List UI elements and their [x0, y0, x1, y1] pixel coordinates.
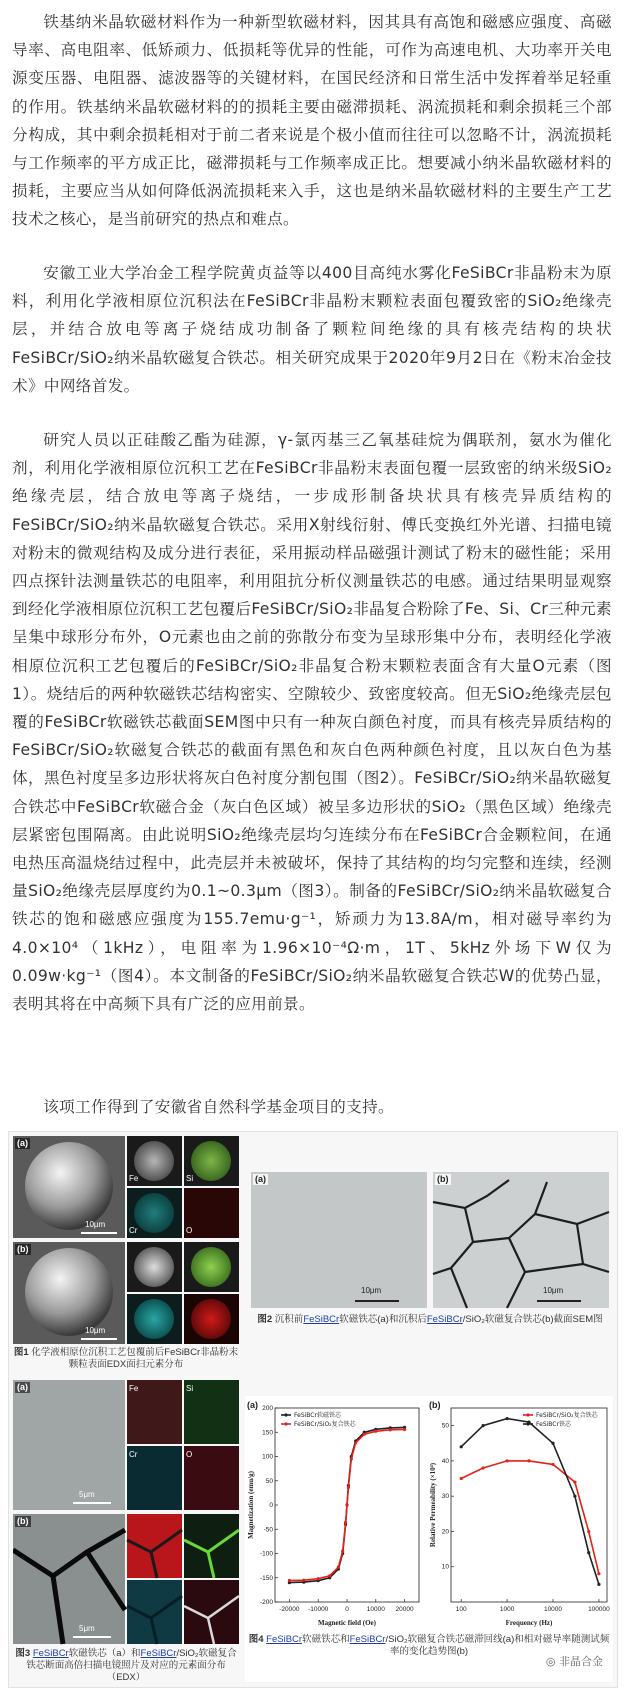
figure-3-label-a: (a): [17, 1382, 28, 1392]
data-point: [363, 1433, 366, 1436]
y-tick-label: 10: [441, 1563, 449, 1571]
figure-3-element-fe: Fe: [129, 1384, 139, 1393]
y-tick-label: 50: [441, 1422, 449, 1430]
data-point: [302, 1579, 305, 1582]
data-point: [288, 1579, 291, 1582]
figure-3-caption-number: 图3: [15, 1648, 31, 1659]
figure-2-caption-link-2: FeSiBCr: [426, 1314, 463, 1325]
y-tick-label: -50: [263, 1526, 273, 1534]
data-point: [354, 1441, 357, 1444]
legend-label: FeSiBCr铁芯: [536, 1421, 571, 1428]
figure-3-element-o: O: [186, 1450, 193, 1459]
x-tick-label: 100: [455, 1606, 467, 1613]
figure-3-caption: [13, 1648, 239, 1684]
figure-4-permeability-chart: [427, 1398, 613, 1628]
data-point: [341, 1549, 344, 1552]
data-point: [551, 1463, 554, 1466]
y-tick-label: -100: [259, 1550, 273, 1558]
figure-3-sem-edx: [13, 1380, 239, 1646]
figure-3-caption-link-1: FeSiBCr: [32, 1648, 69, 1659]
figure-1: [13, 1136, 239, 1374]
figure-3-scale-bar: [73, 1502, 111, 1504]
panel-label: (b): [429, 1400, 441, 1410]
data-point: [345, 1503, 348, 1506]
figure-2-caption-post: /SiO₂软磁复合铁芯(b)截面SEM图: [462, 1314, 603, 1325]
legend-marker: [284, 1413, 287, 1416]
figure-3-element-cr: Cr: [129, 1450, 138, 1459]
figure-1-edx-maps: [13, 1136, 239, 1346]
figure-2: [247, 1172, 613, 1346]
watermark: [546, 1653, 603, 1669]
data-point: [347, 1486, 350, 1489]
figure-1-element-cr: Cr: [129, 1226, 138, 1235]
data-point: [481, 1424, 484, 1427]
figure-4-hysteresis-chart: [245, 1398, 425, 1628]
x-tick-label: 1000: [499, 1606, 515, 1613]
data-point: [374, 1430, 377, 1433]
figure-3-caption-mid: 软磁铁芯（a）和: [68, 1648, 141, 1659]
data-point: [328, 1574, 331, 1577]
x-tick-label: 100000: [588, 1606, 610, 1613]
y-axis-label: Relative Permeability (×10⁴): [429, 1462, 437, 1548]
figure-3-element-si: Si: [186, 1384, 194, 1393]
data-point: [337, 1565, 340, 1568]
data-point: [597, 1572, 600, 1575]
figure-3-label-b: (b): [17, 1516, 29, 1526]
figure-2-caption-pre: 沉积前: [274, 1314, 304, 1325]
figure-2-scale-label-b: 10μm: [543, 1286, 564, 1295]
x-axis-label: Frequency (Hz): [505, 1619, 553, 1627]
figure-4-caption-link-1: FeSiBCr: [266, 1634, 303, 1645]
paragraph-method-results: 研究人员以正硅酸乙酯为硅源，γ-氯丙基三乙氧基硅烷为偶联剂，氨水为催化剂，利用化学液相原位沉积工艺在FeSiBCr非晶粉末表面包覆一层致密的纳米级SiO₂绝缘壳层，结合放电等离子烧结，一步成形制备块状具有核壳异质结构的FeSiBCr/SiO₂纳米晶软磁复合铁芯。采用X射线衍射、傅氏变换红外光谱、扫描电镜对粉末的微观结构及成分进行表征，采用振动样品磁强计测试了粉末的磁性能；采用四点探针法测量铁芯的电阻率，利用阻抗分析仪测量铁芯的电感。通过结果明显观察到经化学液相原位沉积工艺包覆后FeSiBCr/SiO₂非晶复合粉除了Fe、Si、Cr三种元素呈集中球形分布外，O元素也由之前的弥散分布变为呈球形集中分布，表明经化学液相原位沉积工艺包覆后的FeSiBCr/SiO₂非晶复合粉末颗粒表面含有大量O元素（图1）。烧结后的两种软磁铁芯结构密实、空隙较少、致密度较高。但无SiO₂绝缘壳层包覆的FeSiBCr软磁铁芯截面SEM图中只有一种灰白颜色衬度，而具有核壳异质结构的FeSiBCr/SiO₂软磁复合铁芯的截面有黑色和灰白色两种颜色衬度，且以灰白色为基体，黑色衬度呈多边形状将灰白色衬度分割包围（图2）。FeSiBCr/SiO₂纳米晶软磁复合铁芯中FeSiBCr软磁合金（灰白色区域）被呈多边形状的SiO₂（黑色区域）绝缘壳层紧密包围隔离。由此说明SiO₂绝缘壳层均匀连续分布在FeSiBCr合金颗粒间，在通电热压高温烧结过程中，此壳层并未被破坏，保持了其结构的均匀完整和连续，经测量SiO₂绝缘壳层厚度约为0.1~0.3μm（图3）。制备的FeSiBCr/SiO₂纳米晶软磁复合铁芯的饱和磁感应强度为155.7emu·g⁻¹，矫顽力为13.8A/m，相对磁导率约为4.0×10⁴（1kHz），电阻率为1.96×10⁻⁴Ω·m，1T、5kHz外场下W仅为0.09w·kg⁻¹（图4）。本文制备的FeSiBCr/SiO₂纳米晶软磁复合铁芯W的优势凸显，表明其将在中高频下具有广泛的应用前景。: [12, 431, 612, 1014]
x-tick-label: -10000: [308, 1606, 329, 1613]
y-tick-label: 150: [262, 1429, 273, 1437]
figure-1-caption-number: 图1: [13, 1347, 29, 1358]
data-point: [403, 1428, 406, 1431]
data-point: [317, 1577, 320, 1580]
figure-2-caption-link-1: FeSiBCr: [303, 1314, 340, 1325]
data-point: [527, 1459, 530, 1462]
legend-marker: [526, 1422, 529, 1425]
data-point: [551, 1442, 554, 1445]
figure-1-element-fe: Fe: [129, 1174, 139, 1183]
figure-2-scale-label-a: 10μm: [361, 1286, 382, 1295]
x-tick-label: 10000: [543, 1606, 563, 1613]
figure-1-scale-bar-b: [81, 1338, 117, 1340]
figure-3: [13, 1380, 239, 1683]
y-tick-label: 50: [265, 1477, 273, 1485]
paragraph-research-team: 安徽工业大学冶金工程学院黄贞益等以400目高纯水雾化FeSiBCr非晶粉末为原料，利用化学液相原位沉积法在FeSiBCr非晶粉末颗粒表面包覆致密的SiO₂绝缘壳层，并结合放电等离子烧结成功制备了颗粒间绝缘的具有核壳结构的块状FeSiBCr/SiO₂纳米晶软磁复合铁芯。相关研究成果于2020年9月2日在《粉末冶金技术》中网络首发。: [12, 264, 612, 395]
data-point: [460, 1477, 463, 1480]
y-tick-label: 20: [441, 1528, 449, 1536]
figure-2-label-b: (b): [437, 1174, 449, 1184]
figure-4-caption-link-2: FeSiBCr: [349, 1634, 386, 1645]
figure-2-scale-bar-a: [355, 1300, 399, 1302]
figure-2-caption-number: 图2: [257, 1314, 273, 1325]
figure-1-label-a: (a): [17, 1138, 28, 1148]
figure-1-scale-label-b: 10μm: [85, 1326, 106, 1335]
figure-1-scale-bar: [81, 1232, 117, 1234]
data-point: [460, 1445, 463, 1448]
data-point: [481, 1466, 484, 1469]
y-tick-label: 0: [269, 1502, 273, 1509]
figure-1-element-si: Si: [186, 1174, 194, 1183]
y-tick-label: 100: [262, 1453, 273, 1461]
figure-3-caption-link-2: FeSiBCr: [140, 1648, 177, 1659]
data-point: [587, 1551, 590, 1554]
data-point: [597, 1583, 600, 1586]
y-tick-label: -200: [259, 1599, 273, 1606]
watermark-text: 非晶合金: [559, 1655, 603, 1668]
figure-2-caption: [247, 1314, 613, 1326]
figure-3-scale-label: 5μm: [79, 1490, 95, 1499]
chart-background: [427, 1398, 613, 1628]
data-point: [344, 1521, 347, 1524]
data-point: [505, 1417, 508, 1420]
data-point: [505, 1459, 508, 1462]
figure-4: [245, 1396, 613, 1682]
legend-marker: [284, 1422, 287, 1425]
x-tick-label: 10000: [366, 1606, 385, 1613]
figure-4-caption-number: 图4: [248, 1634, 264, 1645]
legend-marker: [526, 1413, 529, 1416]
data-point: [587, 1530, 590, 1533]
legend-label: FeSiBCr/SiO₂复合铁芯: [294, 1421, 356, 1428]
figure-1-element-o: O: [186, 1226, 193, 1235]
legend-label: FeSiBCr软磁铁芯: [294, 1412, 341, 1419]
y-tick-label: 200: [262, 1405, 273, 1412]
paragraph-funding: 该项工作得到了安徽省自然科学基金项目的支持。: [43, 1098, 394, 1116]
data-point: [573, 1495, 576, 1498]
panel-label: (a): [247, 1400, 258, 1410]
x-tick-label: 0: [345, 1606, 349, 1613]
figure-1-label-b: (b): [17, 1244, 29, 1254]
figure-board: [8, 1131, 618, 1688]
figure-1-caption: [13, 1347, 239, 1371]
figure-3-caption-post: /SiO₂软磁复合铁芯断面高倍扫描电镜照片及对应的元素面分布（EDX）: [26, 1648, 237, 1683]
figure-4-caption-post: /SiO₂软磁复合铁芯磁滞回线(a)和相对磁导率随测试频率的变化趋势图(b): [385, 1634, 610, 1657]
figure-2-caption-mid: 软磁铁芯(a)和沉积后: [339, 1314, 427, 1325]
figure-3-scale-bar-b: [73, 1636, 111, 1638]
x-tick-label: -20000: [279, 1606, 300, 1613]
y-tick-label: -150: [259, 1574, 273, 1582]
y-tick-label: 30: [441, 1493, 449, 1501]
x-tick-label: 20000: [395, 1606, 414, 1613]
figure-2-scale-bar-b: [537, 1300, 581, 1302]
legend-label: FeSiBCr/SiO₂复合铁芯: [536, 1412, 598, 1419]
x-axis-label: Magnetic field (Oe): [318, 1619, 376, 1627]
data-point: [350, 1457, 353, 1460]
figure-3-scale-label-b: 5μm: [79, 1624, 95, 1633]
figure-1-scale-label: 10μm: [85, 1220, 106, 1229]
wechat-icon: ◎: [545, 1655, 556, 1668]
y-tick-label: 40: [441, 1457, 449, 1465]
figure-4-caption-mid: 软磁铁芯和: [302, 1634, 350, 1645]
data-point: [389, 1428, 392, 1431]
figure-1-caption-text: 化学液相原位沉积工艺包覆前后FeSiBCr非晶粉末颗粒表面EDX面扫元素分布: [31, 1347, 239, 1370]
data-point: [573, 1480, 576, 1483]
figure-2-label-a: (a): [255, 1174, 266, 1184]
y-axis-label: Magnetization (emu/g): [247, 1471, 255, 1539]
paragraph-intro: 铁基纳米晶软磁材料作为一种新型软磁材料，因其具有高饱和磁感应强度、高磁导率、高电阻率、低矫顽力、低损耗等优异的性能，可作为高速电机、大功率开关电源变压器、电阻器、滤波器等的关键材料，在国民经济和日常生活中发挥着举足轻重的作用。铁基纳米晶软磁材料的的损耗主要由磁滞损耗、涡流损耗和剩余损耗三个部分构成，其中剩余损耗相对于前二者来说是个极小值而往往可以忽略不计，涡流损耗与工作频率的平方成正比，磁滞损耗与工作频率成正比。想要减小纳米晶软磁材料的损耗，主要应当从如何降低涡流损耗来入手，这也是纳米晶软磁材料的主要生产工艺技术之核心，是当前研究的热点和难点。: [12, 13, 612, 229]
